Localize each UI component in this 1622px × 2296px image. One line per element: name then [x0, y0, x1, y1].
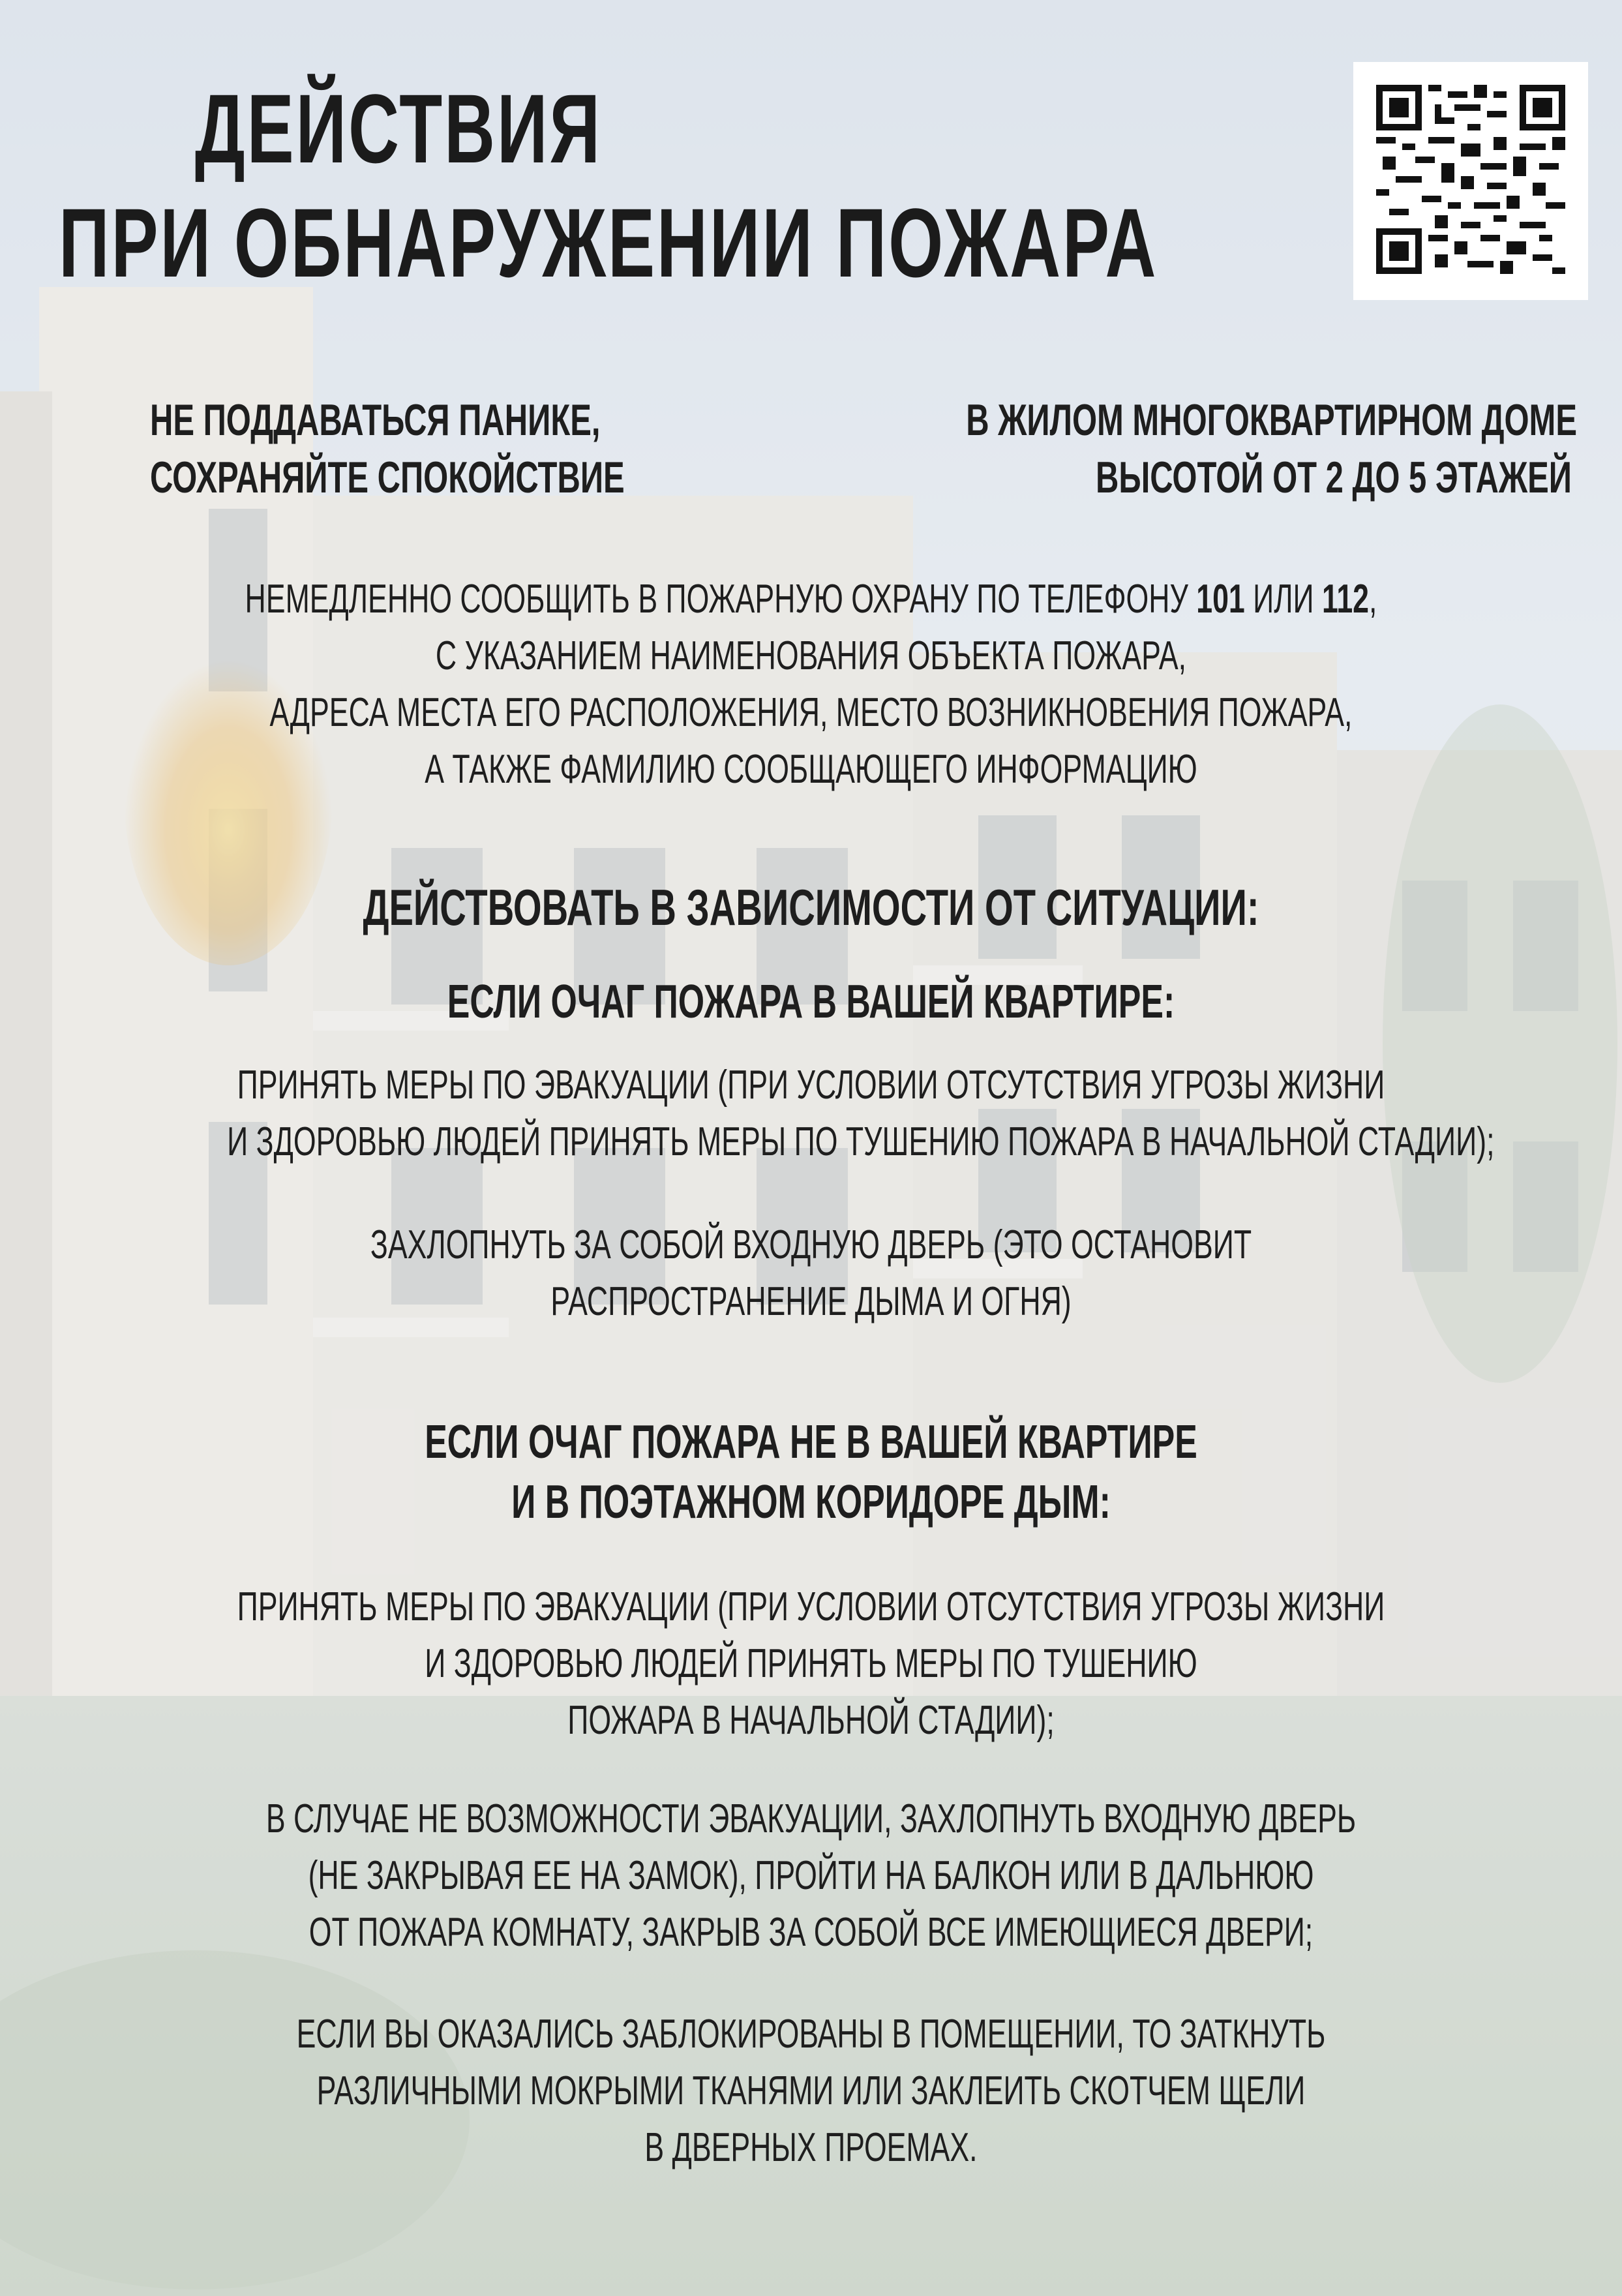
report-line-4: А ТАКЖЕ ФАМИЛИЮ СООБЩАЮЩЕГО ИНФОРМАЦИЮ: [425, 747, 1197, 792]
case2-p1-line-3: ПОЖАРА В НАЧАЛЬНОЙ СТАДИИ);: [567, 1698, 1055, 1743]
subtitle-keep-calm: [150, 391, 802, 506]
case2-p3-line-1: ЕСЛИ ВЫ ОКАЗАЛИСЬ ЗАБЛОКИРОВАНЫ В ПОМЕЩЕНИИ, ТО ЗАТКНУТЬ: [296, 2012, 1326, 2057]
case2-p2-line-1: В СЛУЧАЕ НЕ ВОЗМОЖНОСТИ ЭВАКУАЦИИ, ЗАХЛОПНУТЬ ВХОДНУЮ ДВЕРЬ: [265, 1796, 1357, 1841]
case2-p2-line-3: ОТ ПОЖАРА КОМНАТУ, ЗАКРЫВ ЗА СОБОЙ ВСЕ ИМЕЮЩИЕСЯ ДВЕРИ;: [308, 1910, 1314, 1955]
case2-heading-line-1: ЕСЛИ ОЧАГ ПОЖАРА НЕ В ВАШЕЙ КВАРТИРЕ: [425, 1416, 1197, 1468]
subtitle-left-line-2: СОХРАНЯЙТЕ СПОКОЙСТВИЕ: [150, 453, 625, 502]
case1-paragraph-2: [0, 1216, 1622, 1330]
case1-paragraph-1: [0, 1057, 1622, 1170]
page-title: [59, 72, 1363, 300]
case2-heading-line-2: И В ПОЭТАЖНОМ КОРИДОРЕ ДЫМ:: [511, 1476, 1111, 1528]
subtitle-right-line-2: ВЫСОТОЙ ОТ 2 ДО 5 ЭТАЖЕЙ: [1095, 453, 1572, 502]
subtitle-building-type: [730, 391, 1577, 506]
act-heading: ДЕЙСТВОВАТЬ В ЗАВИСИМОСТИ ОТ СИТУАЦИИ:: [363, 879, 1259, 936]
case2-p2-line-2: (НЕ ЗАКРЫВАЯ ЕЕ НА ЗАМОК), ПРОЙТИ НА БАЛКОН ИЛИ В ДАЛЬНЮЮ: [308, 1853, 1314, 1898]
report-line-3: АДРЕСА МЕСТА ЕГО РАСПОЛОЖЕНИЯ, МЕСТО ВОЗНИКНОВЕНИЯ ПОЖАРА,: [269, 690, 1353, 735]
report-line-1-prefix: НЕМЕДЛЕННО СООБЩИТЬ В ПОЖАРНУЮ ОХРАНУ ПО ТЕЛЕФОНУ: [245, 577, 1197, 622]
case2-p1-line-2: И ЗДОРОВЬЮ ЛЮДЕЙ ПРИНЯТЬ МЕРЫ ПО ТУШЕНИЮ: [425, 1641, 1197, 1686]
case2-p3-line-2: РАЗЛИЧНЫМИ МОКРЫМИ ТКАНЯМИ ИЛИ ЗАКЛЕИТЬ СКОТЧЕМ ЩЕЛИ: [316, 2068, 1306, 2113]
title-line-2: ПРИ ОБНАРУЖЕНИИ ПОЖАРА: [59, 188, 1158, 297]
report-line-2: С УКАЗАНИЕМ НАИМЕНОВАНИЯ ОБЪЕКТА ПОЖАРА,: [435, 633, 1187, 678]
case2-p1-line-1: ПРИНЯТЬ МЕРЫ ПО ЭВАКУАЦИИ (ПРИ УСЛОВИИ ОТСУТСТВИЯ УГРОЗЫ ЖИЗНИ: [237, 1584, 1385, 1629]
report-line-1-mid: ИЛИ: [1244, 577, 1322, 622]
subtitle-right-line-1: В ЖИЛОМ МНОГОКВАРТИРНОМ ДОМЕ: [966, 395, 1577, 445]
subtitle-left-line-1: НЕ ПОДДАВАТЬСЯ ПАНИКЕ,: [150, 395, 601, 445]
case1-heading: ЕСЛИ ОЧАГ ПОЖАРА В ВАШЕЙ КВАРТИРЕ:: [447, 976, 1175, 1028]
case2-heading: [0, 1412, 1622, 1532]
case1-p1-line-2: И ЗДОРОВЬЮ ЛЮДЕЙ ПРИНЯТЬ МЕРЫ ПО ТУШЕНИЮ ПОЖАРА В НАЧАЛЬНОЙ СТАДИИ);: [227, 1119, 1495, 1164]
qr-code-icon: [1376, 85, 1565, 274]
case2-paragraph-1: [0, 1578, 1622, 1749]
report-line-1-suffix: ,: [1369, 577, 1377, 622]
case2-p3-line-3: В ДВЕРНЫХ ПРОЕМАХ.: [644, 2125, 978, 2170]
title-line-1: ДЕЙСТВИЯ: [194, 74, 602, 183]
report-line-1: [227, 571, 1395, 627]
case2-paragraph-3: [0, 2006, 1622, 2176]
case1-p2-line-1: ЗАХЛОПНУТЬ ЗА СОБОЙ ВХОДНУЮ ДВЕРЬ (ЭТО ОСТАНОВИТ: [370, 1222, 1252, 1267]
phone-101: 101: [1196, 577, 1245, 622]
case1-p2-line-2: РАСПРОСТРАНЕНИЕ ДЫМА И ОГНЯ): [550, 1279, 1072, 1324]
case1-p1-line-1: ПРИНЯТЬ МЕРЫ ПО ЭВАКУАЦИИ (ПРИ УСЛОВИИ ОТСУТСТВИЯ УГРОЗЫ ЖИЗНИ: [237, 1063, 1385, 1108]
case2-paragraph-2: [0, 1790, 1622, 1961]
report-instructions: [0, 571, 1622, 798]
qr-code: [1353, 62, 1588, 300]
phone-112: 112: [1321, 577, 1370, 622]
